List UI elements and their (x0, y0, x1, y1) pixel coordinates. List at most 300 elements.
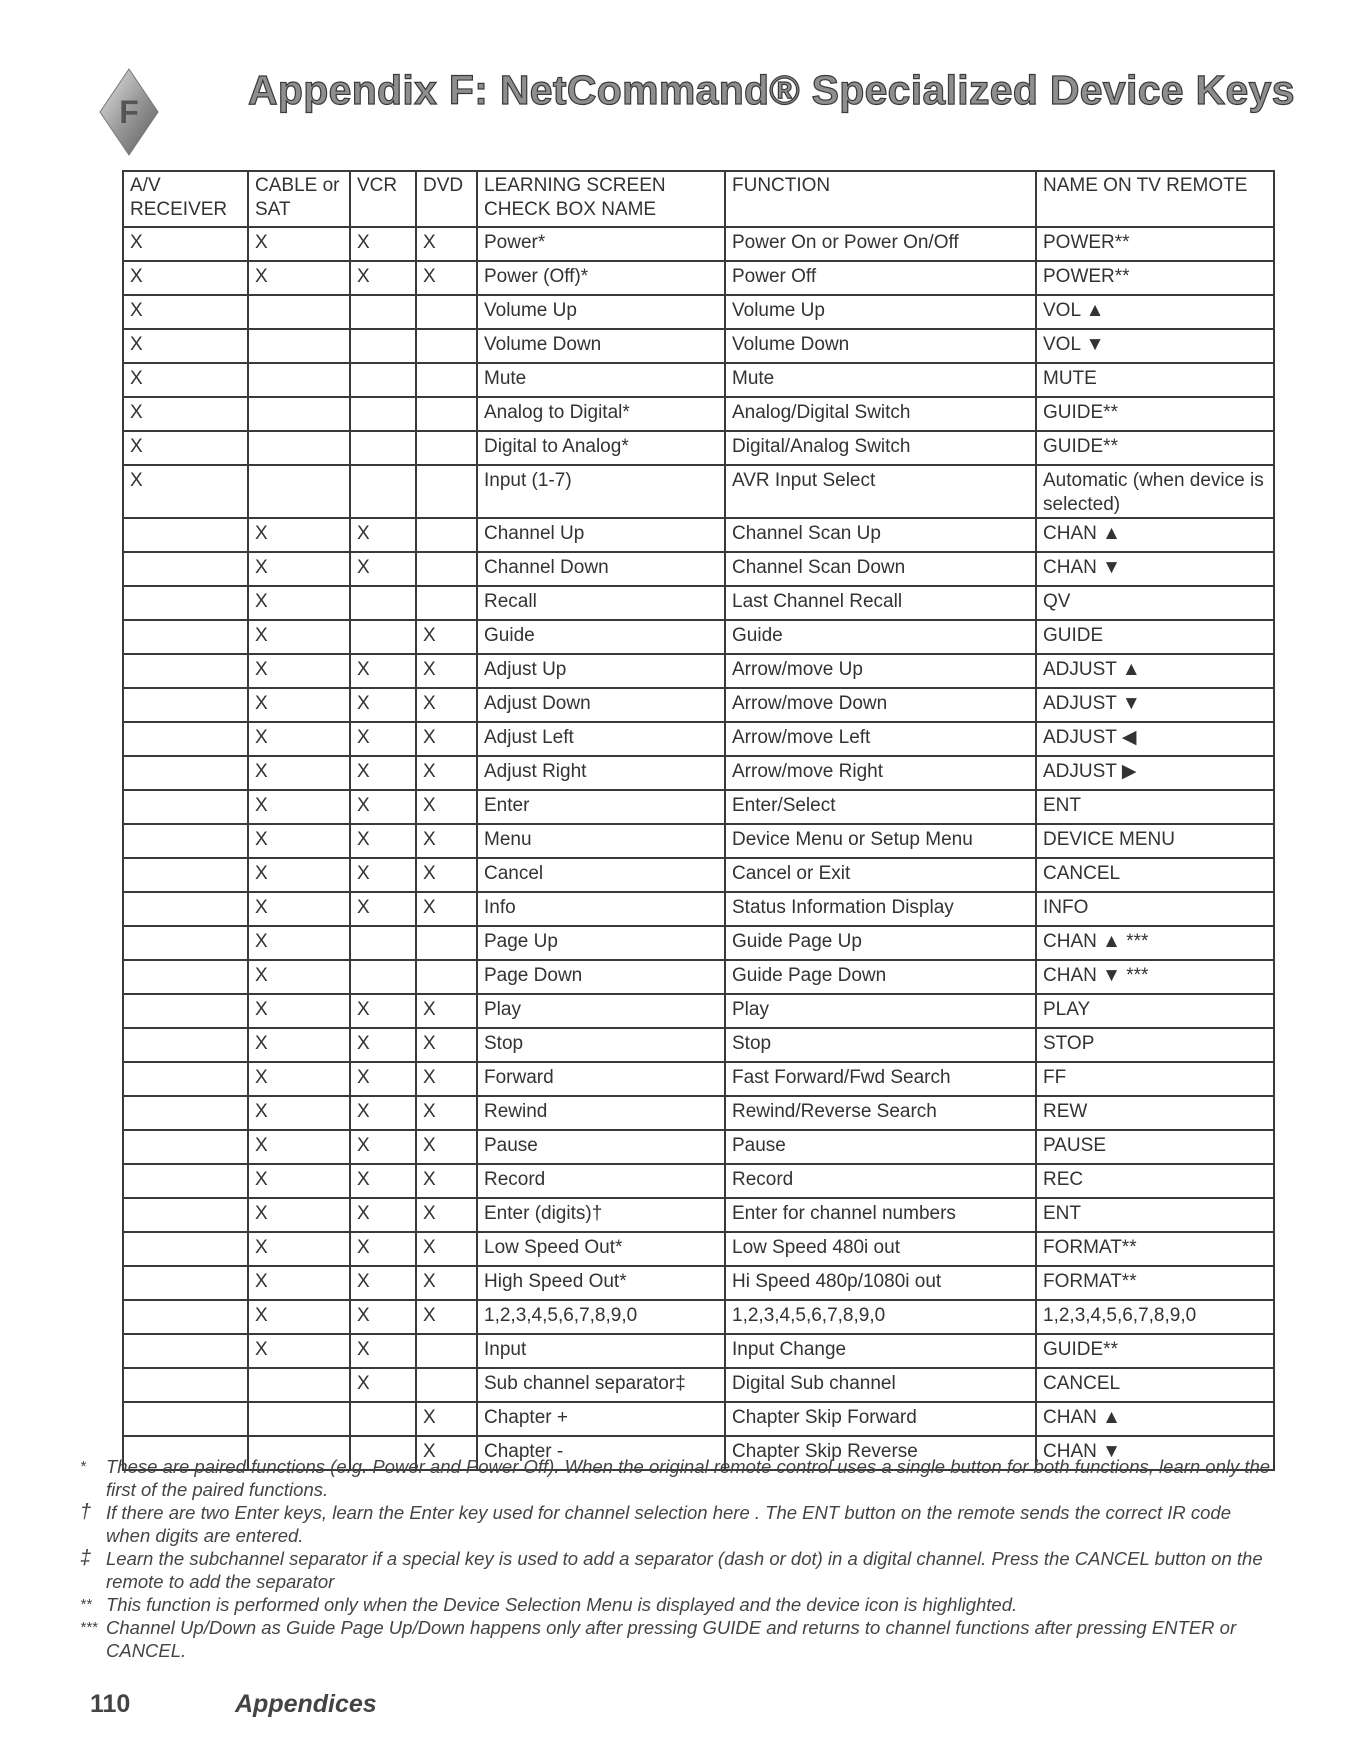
table-cell: QV (1036, 586, 1274, 620)
table-cell: Pause (725, 1130, 1036, 1164)
footnote-mark: ‡ (80, 1547, 92, 1569)
table-cell: X (416, 1436, 477, 1470)
table-cell: CHAN ▼ *** (1036, 960, 1274, 994)
footnotes (80, 1455, 1280, 1662)
table-cell: X (416, 1096, 477, 1130)
table-cell: Low Speed 480i out (725, 1232, 1036, 1266)
table-row (123, 1368, 1274, 1402)
table-cell (248, 465, 350, 518)
table-cell: X (350, 1368, 416, 1402)
table-cell: Arrow/move Left (725, 722, 1036, 756)
section-name: Appendices (235, 1690, 377, 1718)
table-cell (123, 1266, 248, 1300)
table-cell: GUIDE** (1036, 397, 1274, 431)
table-cell: X (350, 994, 416, 1028)
table-cell (248, 329, 350, 363)
table-cell: X (416, 1266, 477, 1300)
table-cell: X (248, 227, 350, 261)
table-cell: Info (477, 892, 725, 926)
table-cell (248, 363, 350, 397)
table-cell: FF (1036, 1062, 1274, 1096)
table-cell: Power Off (725, 261, 1036, 295)
table-cell: X (416, 1300, 477, 1334)
table-row (123, 960, 1274, 994)
table-cell: X (416, 620, 477, 654)
table-cell: X (416, 1232, 477, 1266)
table-cell: CHAN ▲ (1036, 518, 1274, 552)
table-cell: X (350, 1300, 416, 1334)
table-cell: X (248, 858, 350, 892)
table-cell: X (248, 654, 350, 688)
col-header-dvd: DVD (416, 171, 477, 227)
table-row (123, 329, 1274, 363)
table-cell: X (123, 465, 248, 518)
table-cell: X (248, 1300, 350, 1334)
table-cell: POWER** (1036, 261, 1274, 295)
table-cell: PAUSE (1036, 1130, 1274, 1164)
table-cell: X (350, 824, 416, 858)
table-cell: X (416, 790, 477, 824)
table-cell (123, 858, 248, 892)
table-cell (123, 1028, 248, 1062)
table-cell: X (248, 1232, 350, 1266)
table-cell: X (416, 892, 477, 926)
table-cell: Digital to Analog* (477, 431, 725, 465)
badge-letter: F (119, 94, 139, 130)
table-cell: Page Down (477, 960, 725, 994)
table-cell (416, 431, 477, 465)
table-cell (416, 586, 477, 620)
table-row (123, 1062, 1274, 1096)
table-cell: X (248, 790, 350, 824)
table-cell: Forward (477, 1062, 725, 1096)
table-body (123, 227, 1274, 1470)
table-cell (416, 363, 477, 397)
table-cell: X (350, 722, 416, 756)
footnote-text: If there are two Enter keys, learn the Enter key used for channel selection here . The ENT button on the remote sends the correct IR code when digits are entered. (106, 1502, 1231, 1546)
table-cell (350, 1402, 416, 1436)
table-cell (350, 363, 416, 397)
table-cell: Channel Scan Down (725, 552, 1036, 586)
table-cell: X (248, 1164, 350, 1198)
device-keys-table (122, 170, 1275, 1471)
table-cell (123, 1232, 248, 1266)
table-cell: PLAY (1036, 994, 1274, 1028)
table-cell (123, 1164, 248, 1198)
table-cell: GUIDE** (1036, 431, 1274, 465)
table-cell: X (350, 1096, 416, 1130)
table-cell: Guide Page Up (725, 926, 1036, 960)
table-cell: X (350, 756, 416, 790)
table-cell: X (350, 790, 416, 824)
table-cell: FORMAT** (1036, 1266, 1274, 1300)
footnote (80, 1455, 1280, 1501)
table-cell: Power On or Power On/Off (725, 227, 1036, 261)
table-cell: Enter/Select (725, 790, 1036, 824)
table-row (123, 1096, 1274, 1130)
table-cell (123, 722, 248, 756)
table-cell (123, 892, 248, 926)
table-cell: Channel Down (477, 552, 725, 586)
table-cell: X (350, 892, 416, 926)
table-cell: X (350, 688, 416, 722)
table-cell (123, 620, 248, 654)
table-cell: X (350, 1130, 416, 1164)
table-cell: X (350, 518, 416, 552)
table-cell: ADJUST ▼ (1036, 688, 1274, 722)
table-cell: ADJUST ◀ (1036, 722, 1274, 756)
table-row (123, 790, 1274, 824)
table-row (123, 654, 1274, 688)
table-cell: Enter (digits)† (477, 1198, 725, 1232)
footnote-mark: † (80, 1501, 92, 1523)
table-cell: X (248, 892, 350, 926)
table-cell: INFO (1036, 892, 1274, 926)
table-cell: X (416, 1028, 477, 1062)
table-cell (350, 465, 416, 518)
table-cell: Adjust Left (477, 722, 725, 756)
table-cell: X (416, 227, 477, 261)
table-cell: X (350, 1232, 416, 1266)
table-cell: X (416, 688, 477, 722)
table-cell: X (248, 688, 350, 722)
table-cell: X (350, 227, 416, 261)
footnote-text: Channel Up/Down as Guide Page Up/Down happens only after pressing GUIDE and returns to channel functions after pressing ENTER or CANCEL. (106, 1617, 1237, 1661)
table-row (123, 824, 1274, 858)
table-cell: Automatic (when device is selected) (1036, 465, 1274, 518)
table-row (123, 518, 1274, 552)
table-cell: Power (Off)* (477, 261, 725, 295)
table-row (123, 994, 1274, 1028)
table-cell: Adjust Down (477, 688, 725, 722)
table-cell: X (248, 1028, 350, 1062)
table-cell: X (248, 1062, 350, 1096)
table-cell: Adjust Right (477, 756, 725, 790)
table-cell: ADJUST ▶ (1036, 756, 1274, 790)
table-row (123, 892, 1274, 926)
table-cell: CHAN ▲ *** (1036, 926, 1274, 960)
table-cell: 1,2,3,4,5,6,7,8,9,0 (725, 1300, 1036, 1334)
table-cell: Sub channel separator‡ (477, 1368, 725, 1402)
table-cell: X (350, 1164, 416, 1198)
table-cell: X (350, 1266, 416, 1300)
table-cell: Digital Sub channel (725, 1368, 1036, 1402)
table-row (123, 756, 1274, 790)
table-cell: Enter for channel numbers (725, 1198, 1036, 1232)
table-cell: Arrow/move Right (725, 756, 1036, 790)
table-row (123, 552, 1274, 586)
table-cell (123, 552, 248, 586)
device-keys-table-container (122, 170, 1273, 1471)
table-row (123, 1232, 1274, 1266)
footnote (80, 1501, 1280, 1547)
table-cell (416, 960, 477, 994)
col-header-function: FUNCTION (725, 171, 1036, 227)
table-cell: X (248, 926, 350, 960)
table-row (123, 295, 1274, 329)
table-cell: X (416, 824, 477, 858)
table-cell: X (123, 397, 248, 431)
table-cell: X (248, 824, 350, 858)
table-cell: Arrow/move Up (725, 654, 1036, 688)
table-cell (123, 994, 248, 1028)
table-cell: Device Menu or Setup Menu (725, 824, 1036, 858)
table-cell: Chapter + (477, 1402, 725, 1436)
table-cell: X (248, 586, 350, 620)
table-cell (123, 1130, 248, 1164)
table-cell (350, 620, 416, 654)
table-cell: X (123, 363, 248, 397)
table-cell: X (416, 756, 477, 790)
table-cell (416, 552, 477, 586)
table-cell: X (350, 858, 416, 892)
table-row (123, 1130, 1274, 1164)
table-cell: Volume Down (725, 329, 1036, 363)
table-cell (123, 1300, 248, 1334)
table-row (123, 1402, 1274, 1436)
table-cell (350, 431, 416, 465)
table-cell: Fast Forward/Fwd Search (725, 1062, 1036, 1096)
table-cell: Guide (477, 620, 725, 654)
table-cell: ENT (1036, 1198, 1274, 1232)
table-cell: X (123, 295, 248, 329)
table-cell: X (350, 1198, 416, 1232)
table-cell (350, 397, 416, 431)
footnote-mark: *** (80, 1619, 98, 1636)
table-cell: Low Speed Out* (477, 1232, 725, 1266)
table-cell: Arrow/move Down (725, 688, 1036, 722)
table-cell (123, 1368, 248, 1402)
table-cell (123, 790, 248, 824)
table-cell: X (350, 1062, 416, 1096)
table-cell: X (350, 654, 416, 688)
table-cell: X (416, 994, 477, 1028)
table-cell: VOL ▼ (1036, 329, 1274, 363)
table-cell: Record (477, 1164, 725, 1198)
table-cell: Play (477, 994, 725, 1028)
table-cell (248, 431, 350, 465)
table-cell: X (350, 1334, 416, 1368)
table-cell: Menu (477, 824, 725, 858)
table-cell: X (416, 654, 477, 688)
table-cell: X (350, 552, 416, 586)
table-cell (123, 688, 248, 722)
table-cell: Volume Down (477, 329, 725, 363)
table-cell: Input Change (725, 1334, 1036, 1368)
table-cell: 1,2,3,4,5,6,7,8,9,0 (1036, 1300, 1274, 1334)
table-cell: Record (725, 1164, 1036, 1198)
table-cell: X (248, 518, 350, 552)
table-row (123, 1300, 1274, 1334)
table-cell: X (248, 620, 350, 654)
table-cell: MUTE (1036, 363, 1274, 397)
table-cell: Chapter - (477, 1436, 725, 1470)
table-cell: Stop (725, 1028, 1036, 1062)
table-cell (350, 329, 416, 363)
table-header-row (123, 171, 1274, 227)
table-cell: Rewind/Reverse Search (725, 1096, 1036, 1130)
table-cell: Recall (477, 586, 725, 620)
table-cell (416, 926, 477, 960)
table-cell (416, 397, 477, 431)
table-cell: Rewind (477, 1096, 725, 1130)
table-cell: Status Information Display (725, 892, 1036, 926)
table-cell: Mute (725, 363, 1036, 397)
col-header-av-receiver: A/V RECEIVER (123, 171, 248, 227)
table-cell: Mute (477, 363, 725, 397)
col-header-cable-sat: CABLE or SAT (248, 171, 350, 227)
table-cell: FORMAT** (1036, 1232, 1274, 1266)
table-cell (416, 1368, 477, 1402)
table-cell: X (350, 261, 416, 295)
footnote (80, 1593, 1280, 1616)
table-cell: X (248, 1266, 350, 1300)
table-cell: Channel Up (477, 518, 725, 552)
table-cell (416, 465, 477, 518)
table-cell (123, 518, 248, 552)
table-cell (123, 756, 248, 790)
table-cell: Volume Up (477, 295, 725, 329)
table-cell: Page Up (477, 926, 725, 960)
footnote-mark: * (80, 1458, 86, 1475)
table-cell: X (416, 722, 477, 756)
table-cell: VOL ▲ (1036, 295, 1274, 329)
table-row (123, 431, 1274, 465)
table-cell: GUIDE (1036, 620, 1274, 654)
table-cell: Pause (477, 1130, 725, 1164)
table-cell: Hi Speed 480p/1080i out (725, 1266, 1036, 1300)
table-cell: X (350, 1028, 416, 1062)
table-cell: Play (725, 994, 1036, 1028)
table-cell: X (416, 1130, 477, 1164)
appendix-diamond-icon (98, 67, 160, 157)
table-cell (350, 295, 416, 329)
table-row (123, 1266, 1274, 1300)
table-row (123, 1198, 1274, 1232)
table-cell: Volume Up (725, 295, 1036, 329)
table-cell: X (123, 431, 248, 465)
table-cell: Chapter Skip Forward (725, 1402, 1036, 1436)
table-cell: Guide (725, 620, 1036, 654)
table-row (123, 688, 1274, 722)
footnote (80, 1616, 1280, 1662)
table-cell: X (248, 994, 350, 1028)
table-cell: AVR Input Select (725, 465, 1036, 518)
table-cell (248, 397, 350, 431)
col-header-vcr: VCR (350, 171, 416, 227)
table-cell (350, 960, 416, 994)
table-cell: Cancel or Exit (725, 858, 1036, 892)
footnote-text: This function is performed only when the Device Selection Menu is displayed and the device icon is highlighted. (106, 1594, 1018, 1615)
table-cell: CANCEL (1036, 1368, 1274, 1402)
table-cell (248, 1368, 350, 1402)
table-cell: Channel Scan Up (725, 518, 1036, 552)
table-cell (350, 586, 416, 620)
table-cell: X (123, 227, 248, 261)
table-cell (416, 329, 477, 363)
footnote (80, 1547, 1280, 1593)
table-cell: 1,2,3,4,5,6,7,8,9,0 (477, 1300, 725, 1334)
table-cell: X (416, 1198, 477, 1232)
table-row (123, 465, 1274, 518)
page-number: 110 (90, 1690, 131, 1718)
table-row (123, 722, 1274, 756)
table-cell (350, 926, 416, 960)
table-cell (123, 960, 248, 994)
table-cell (123, 586, 248, 620)
table-cell: CHAN ▲ (1036, 1402, 1274, 1436)
col-header-learning-screen: LEARNING SCREEN CHECK BOX NAME (477, 171, 725, 227)
table-cell: Enter (477, 790, 725, 824)
table-cell (248, 295, 350, 329)
table-row (123, 586, 1274, 620)
footnote-mark: ** (80, 1596, 92, 1613)
table-cell: X (248, 1334, 350, 1368)
table-cell (123, 1402, 248, 1436)
footnote-text: These are paired functions (e.g. Power and Power Off). When the original remote control uses a single button for both functions, learn only the first of the paired functions. (106, 1456, 1271, 1500)
table-row (123, 858, 1274, 892)
table-cell: REW (1036, 1096, 1274, 1130)
table-row (123, 1164, 1274, 1198)
table-cell (123, 926, 248, 960)
table-cell (123, 1062, 248, 1096)
table-cell: X (248, 722, 350, 756)
table-cell: DEVICE MENU (1036, 824, 1274, 858)
page-header (90, 55, 1330, 155)
table-cell (123, 1334, 248, 1368)
table-cell: Cancel (477, 858, 725, 892)
table-cell: Guide Page Down (725, 960, 1036, 994)
table-cell: X (248, 1130, 350, 1164)
table-cell: Last Channel Recall (725, 586, 1036, 620)
table-row (123, 397, 1274, 431)
table-cell: Adjust Up (477, 654, 725, 688)
table-cell (416, 1334, 477, 1368)
table-row (123, 1028, 1274, 1062)
table-cell: Input (1-7) (477, 465, 725, 518)
table-row (123, 227, 1274, 261)
table-cell: CHAN ▼ (1036, 552, 1274, 586)
table-cell: X (248, 1198, 350, 1232)
table-row (123, 1334, 1274, 1368)
table-cell: X (248, 960, 350, 994)
table-cell: X (416, 261, 477, 295)
table-cell: High Speed Out* (477, 1266, 725, 1300)
table-cell: X (416, 1402, 477, 1436)
page-title: Appendix F: NetCommand® Specialized Device Keys (248, 67, 1295, 113)
table-cell (416, 518, 477, 552)
table-cell (123, 654, 248, 688)
table-cell: CHAN ▼ (1036, 1436, 1274, 1470)
table-cell: ADJUST ▲ (1036, 654, 1274, 688)
table-cell: Input (477, 1334, 725, 1368)
table-cell: Analog to Digital* (477, 397, 725, 431)
footnote-text: Learn the subchannel separator if a special key is used to add a separator (dash or dot) in a digital channel. Press the CANCEL button on the remote to add the separator (106, 1548, 1263, 1592)
table-row (123, 363, 1274, 397)
table-cell: GUIDE** (1036, 1334, 1274, 1368)
table-cell: X (248, 1096, 350, 1130)
table-cell: Stop (477, 1028, 725, 1062)
table-cell (123, 824, 248, 858)
table-cell: Power* (477, 227, 725, 261)
table-cell: X (416, 1062, 477, 1096)
table-cell: X (248, 756, 350, 790)
table-cell: REC (1036, 1164, 1274, 1198)
table-row (123, 261, 1274, 295)
table-cell (416, 295, 477, 329)
table-cell: Chapter Skip Reverse (725, 1436, 1036, 1470)
table-cell: Digital/Analog Switch (725, 431, 1036, 465)
